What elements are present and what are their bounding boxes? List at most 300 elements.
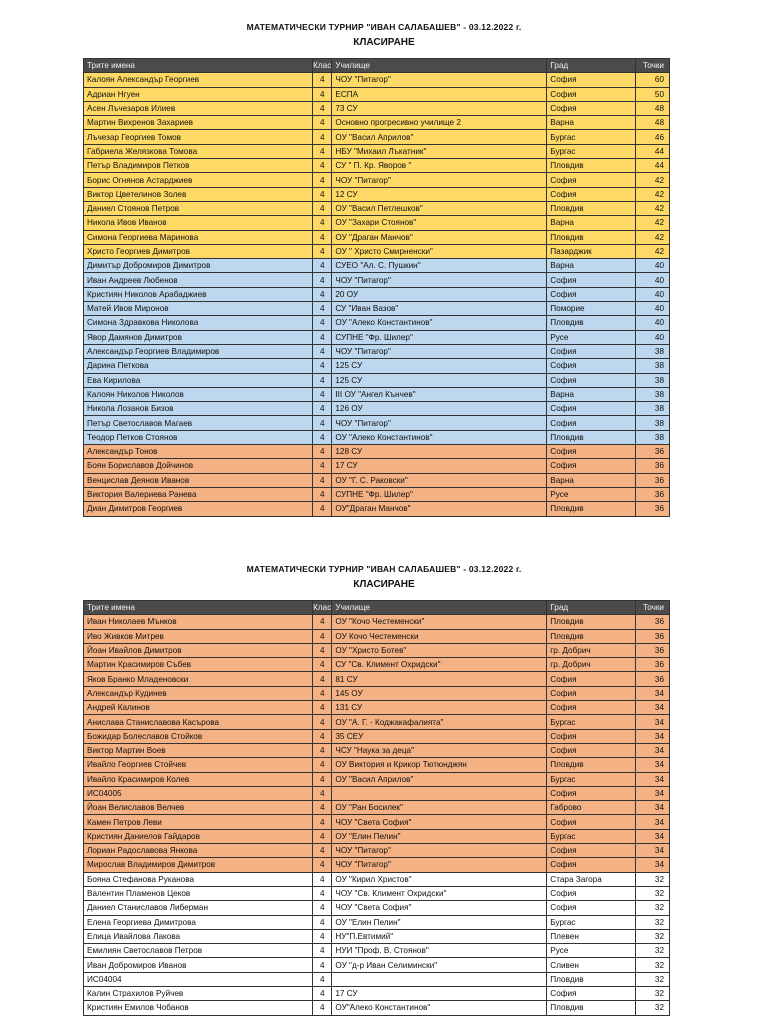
cell-school: ЧОУ "Питагор" bbox=[332, 416, 547, 430]
cell-points: 38 bbox=[635, 359, 670, 373]
cell-school: ОУ Виктория и Крикор Тютюнджян bbox=[332, 758, 547, 772]
cell-school: 73 СУ bbox=[332, 101, 547, 115]
cell-city: София bbox=[547, 459, 635, 473]
cell-class: 4 bbox=[313, 929, 332, 943]
cell-city: Пловдив bbox=[547, 430, 635, 444]
cell-name: Анислава Станиславова Касърова bbox=[84, 715, 313, 729]
cell-school: ОУ "д-р Иван Селимински" bbox=[332, 958, 547, 972]
cell-name: Йоан Ивайлов Димитров bbox=[84, 643, 313, 657]
cell-school: III ОУ "Ангел Кънчев" bbox=[332, 387, 547, 401]
cell-class: 4 bbox=[313, 73, 332, 87]
cell-name: Мартин Вихренов Захариев bbox=[84, 116, 313, 130]
cell-school: ОУ "Драган Манчов" bbox=[332, 230, 547, 244]
cell-points: 34 bbox=[635, 758, 670, 772]
table-row bbox=[84, 886, 670, 900]
cell-city: Русе bbox=[547, 487, 635, 501]
cell-name: Елица Ивайлова Лакова bbox=[84, 929, 313, 943]
cell-city: София bbox=[547, 686, 635, 700]
cell-school: ОУ "Захари Стоянов" bbox=[332, 216, 547, 230]
cell-name: Димитър Добромиров Димитров bbox=[84, 259, 313, 273]
table-row bbox=[84, 230, 670, 244]
table-row bbox=[84, 387, 670, 401]
cell-points: 42 bbox=[635, 187, 670, 201]
cell-points: 34 bbox=[635, 786, 670, 800]
cell-city: Пазарджик bbox=[547, 244, 635, 258]
cell-name: Александър Тонов bbox=[84, 445, 313, 459]
cell-points: 36 bbox=[635, 643, 670, 657]
header-name: Трите имена bbox=[84, 601, 313, 615]
cell-school: ОУ "Христо Ботев" bbox=[332, 643, 547, 657]
cell-school: СУЕО "Ал. С. Пушкин" bbox=[332, 259, 547, 273]
cell-class: 4 bbox=[313, 844, 332, 858]
table-row bbox=[84, 944, 670, 958]
cell-city: Пловдив bbox=[547, 758, 635, 772]
cell-school: СУ "Св. Климент Охридски" bbox=[332, 658, 547, 672]
cell-name: Калоян Александър Георгиев bbox=[84, 73, 313, 87]
cell-city: Бургас bbox=[547, 130, 635, 144]
table-row bbox=[84, 487, 670, 501]
header-class: Клас bbox=[313, 601, 332, 615]
cell-name: Христо Георгиев Димитров bbox=[84, 244, 313, 258]
table-row bbox=[84, 259, 670, 273]
header-school: Училище bbox=[332, 59, 547, 73]
cell-city: Габрово bbox=[547, 801, 635, 815]
cell-class: 4 bbox=[313, 829, 332, 843]
cell-school: ОУ "Васил Априлов" bbox=[332, 130, 547, 144]
table-row bbox=[84, 201, 670, 215]
cell-city: София bbox=[547, 445, 635, 459]
cell-class: 4 bbox=[313, 230, 332, 244]
cell-city: София bbox=[547, 402, 635, 416]
table-row bbox=[84, 216, 670, 230]
cell-points: 50 bbox=[635, 87, 670, 101]
table-row bbox=[84, 130, 670, 144]
header-name: Трите имена bbox=[84, 59, 313, 73]
table-row bbox=[84, 844, 670, 858]
cell-school: ЧОУ "Св. Климент Охридски" bbox=[332, 886, 547, 900]
cell-name: Петър Светославов Магаев bbox=[84, 416, 313, 430]
table-row bbox=[84, 786, 670, 800]
cell-city: Сливен bbox=[547, 958, 635, 972]
table-row bbox=[84, 144, 670, 158]
cell-city: Бургас bbox=[547, 144, 635, 158]
cell-city: Пловдив bbox=[547, 972, 635, 986]
cell-city: Пловдив bbox=[547, 230, 635, 244]
table-row bbox=[84, 302, 670, 316]
cell-class: 4 bbox=[313, 615, 332, 629]
cell-school: ОУ "Алеко Константинов" bbox=[332, 430, 547, 444]
cell-school: 35 СЕУ bbox=[332, 729, 547, 743]
cell-school: ОУ "Алеко Константинов" bbox=[332, 316, 547, 330]
cell-city: Русе bbox=[547, 944, 635, 958]
cell-name: Никола Лозанов Бизов bbox=[84, 402, 313, 416]
table-row bbox=[84, 658, 670, 672]
cell-points: 34 bbox=[635, 729, 670, 743]
cell-school: ЧОУ "Питагор" bbox=[332, 344, 547, 358]
cell-city: Пловдив bbox=[547, 615, 635, 629]
cell-points: 34 bbox=[635, 701, 670, 715]
table-row bbox=[84, 459, 670, 473]
cell-class: 4 bbox=[313, 772, 332, 786]
cell-school bbox=[332, 972, 547, 986]
cell-class: 4 bbox=[313, 144, 332, 158]
cell-city: София bbox=[547, 273, 635, 287]
table-row bbox=[84, 815, 670, 829]
table-row bbox=[84, 473, 670, 487]
cell-name: Боян Бориславов Дойчинов bbox=[84, 459, 313, 473]
cell-name: Иван Андреев Любенов bbox=[84, 273, 313, 287]
cell-city: София bbox=[547, 287, 635, 301]
cell-city: Варна bbox=[547, 473, 635, 487]
cell-points: 34 bbox=[635, 686, 670, 700]
cell-name: Божидар Болеславов Стойков bbox=[84, 729, 313, 743]
cell-name: Мартин Красимиров Събев bbox=[84, 658, 313, 672]
cell-school: ОУ Кочо Честеменски bbox=[332, 629, 547, 643]
cell-school: 128 СУ bbox=[332, 445, 547, 459]
cell-city: София bbox=[547, 743, 635, 757]
cell-city: София bbox=[547, 87, 635, 101]
cell-class: 4 bbox=[313, 130, 332, 144]
cell-name: Никола Ивов Иванов bbox=[84, 216, 313, 230]
cell-city: София bbox=[547, 786, 635, 800]
cell-city: гр. Добрич bbox=[547, 643, 635, 657]
cell-city: Варна bbox=[547, 116, 635, 130]
header-city: Град bbox=[547, 601, 635, 615]
cell-class: 4 bbox=[313, 344, 332, 358]
cell-points: 34 bbox=[635, 743, 670, 757]
cell-class: 4 bbox=[313, 658, 332, 672]
cell-school: ОУ "Г. С. Раковски" bbox=[332, 473, 547, 487]
cell-points: 40 bbox=[635, 287, 670, 301]
table-row bbox=[84, 344, 670, 358]
cell-class: 4 bbox=[313, 801, 332, 815]
table-row bbox=[84, 1001, 670, 1015]
cell-name: Даниел Стоянов Петров bbox=[84, 201, 313, 215]
cell-city: Русе bbox=[547, 330, 635, 344]
cell-school: 131 СУ bbox=[332, 701, 547, 715]
cell-class: 4 bbox=[313, 729, 332, 743]
cell-school: ОУ "А. Г. - Коджакафалията" bbox=[332, 715, 547, 729]
cell-name: Калоян Николов Николов bbox=[84, 387, 313, 401]
cell-name: Адриан Нгуен bbox=[84, 87, 313, 101]
table-row bbox=[84, 987, 670, 1001]
table-row bbox=[84, 359, 670, 373]
cell-class: 4 bbox=[313, 958, 332, 972]
cell-name: Елена Георгиева Димитрова bbox=[84, 915, 313, 929]
cell-name: Ивайло Георгиев Стойчев bbox=[84, 758, 313, 772]
cell-name: Бояна Стефанова Руканова bbox=[84, 872, 313, 886]
cell-class: 4 bbox=[313, 244, 332, 258]
cell-name: Лъчезар Георгиев Томов bbox=[84, 130, 313, 144]
cell-school: НУ"П.Евтимий" bbox=[332, 929, 547, 943]
cell-points: 36 bbox=[635, 658, 670, 672]
cell-points: 34 bbox=[635, 815, 670, 829]
cell-school: ОУ "Елин Пелин" bbox=[332, 915, 547, 929]
cell-class: 4 bbox=[313, 416, 332, 430]
cell-class: 4 bbox=[313, 259, 332, 273]
cell-name: ИС04005 bbox=[84, 786, 313, 800]
cell-points: 46 bbox=[635, 130, 670, 144]
cell-class: 4 bbox=[313, 643, 332, 657]
cell-class: 4 bbox=[313, 316, 332, 330]
cell-name: Виктор Цветелинов Золев bbox=[84, 187, 313, 201]
cell-city: София bbox=[547, 187, 635, 201]
ranking-subtitle: КЛАСИРАНЕ bbox=[353, 37, 415, 48]
cell-points: 38 bbox=[635, 430, 670, 444]
cell-school: ОУ"Драган Манчов" bbox=[332, 502, 547, 516]
cell-school: ОУ "Кирил Христов" bbox=[332, 872, 547, 886]
table-row bbox=[84, 772, 670, 786]
cell-class: 4 bbox=[313, 330, 332, 344]
cell-class: 4 bbox=[313, 302, 332, 316]
table-row bbox=[84, 715, 670, 729]
cell-class: 4 bbox=[313, 273, 332, 287]
cell-school bbox=[332, 786, 547, 800]
cell-name: Петър Владимиров Петков bbox=[84, 159, 313, 173]
cell-school: ОУ " Христо Смирненски" bbox=[332, 244, 547, 258]
table-row bbox=[84, 743, 670, 757]
cell-city: София bbox=[547, 173, 635, 187]
cell-name: Кристиян Емилов Чобанов bbox=[84, 1001, 313, 1015]
cell-points: 34 bbox=[635, 772, 670, 786]
cell-points: 32 bbox=[635, 1001, 670, 1015]
cell-name: Венцислав Деянов Иванов bbox=[84, 473, 313, 487]
cell-name: Кристиян Николов Арабаджиев bbox=[84, 287, 313, 301]
ranking-table bbox=[83, 600, 670, 1016]
header-row bbox=[84, 59, 670, 73]
cell-school: 125 СУ bbox=[332, 359, 547, 373]
table-row bbox=[84, 373, 670, 387]
cell-points: 36 bbox=[635, 473, 670, 487]
cell-name: Диан Димитров Георгиев bbox=[84, 502, 313, 516]
cell-city: София bbox=[547, 416, 635, 430]
cell-school: ОУ "Кочо Честеменски" bbox=[332, 615, 547, 629]
cell-school: НУИ "Проф. В. Стоянов" bbox=[332, 944, 547, 958]
cell-points: 36 bbox=[635, 445, 670, 459]
cell-class: 4 bbox=[313, 445, 332, 459]
table-row bbox=[84, 729, 670, 743]
table-row bbox=[84, 801, 670, 815]
table-row bbox=[84, 159, 670, 173]
cell-points: 32 bbox=[635, 944, 670, 958]
cell-name: Иво Живков Митрев bbox=[84, 629, 313, 643]
cell-school: ОУ "Елин Пелин" bbox=[332, 829, 547, 843]
cell-points: 32 bbox=[635, 929, 670, 943]
cell-class: 4 bbox=[313, 87, 332, 101]
cell-school: СУ " П. Кр. Яворов " bbox=[332, 159, 547, 173]
cell-points: 36 bbox=[635, 459, 670, 473]
table-row bbox=[84, 858, 670, 872]
cell-city: Пловдив bbox=[547, 629, 635, 643]
cell-school: НБУ "Михаил Лъкатник" bbox=[332, 144, 547, 158]
cell-points: 38 bbox=[635, 402, 670, 416]
table-row bbox=[84, 187, 670, 201]
cell-city: Варна bbox=[547, 216, 635, 230]
cell-name: Емилиян Светославов Петров bbox=[84, 944, 313, 958]
cell-name: Мирослав Владимиров Димитров bbox=[84, 858, 313, 872]
cell-city: Варна bbox=[547, 259, 635, 273]
cell-name: Валентин Пламенов Цеков bbox=[84, 886, 313, 900]
cell-name: Александър Георгиев Владимиров bbox=[84, 344, 313, 358]
cell-name: Александър Кудинев bbox=[84, 686, 313, 700]
ranking-table bbox=[83, 58, 670, 517]
cell-points: 36 bbox=[635, 629, 670, 643]
cell-name: Лориан Радославова Янкова bbox=[84, 844, 313, 858]
table-row bbox=[84, 402, 670, 416]
cell-city: София bbox=[547, 344, 635, 358]
cell-class: 4 bbox=[313, 858, 332, 872]
cell-points: 36 bbox=[635, 672, 670, 686]
cell-class: 4 bbox=[313, 686, 332, 700]
cell-school: 17 СУ bbox=[332, 987, 547, 1001]
cell-city: Варна bbox=[547, 387, 635, 401]
cell-school: 12 СУ bbox=[332, 187, 547, 201]
cell-class: 4 bbox=[313, 1001, 332, 1015]
cell-class: 4 bbox=[313, 373, 332, 387]
cell-class: 4 bbox=[313, 473, 332, 487]
cell-points: 42 bbox=[635, 201, 670, 215]
cell-class: 4 bbox=[313, 487, 332, 501]
cell-class: 4 bbox=[313, 402, 332, 416]
header-class: Клас bbox=[313, 59, 332, 73]
cell-name: Ева Кирилова bbox=[84, 373, 313, 387]
cell-points: 44 bbox=[635, 159, 670, 173]
cell-points: 40 bbox=[635, 259, 670, 273]
cell-name: Симона Георгиева Маринова bbox=[84, 230, 313, 244]
table-row bbox=[84, 972, 670, 986]
cell-points: 38 bbox=[635, 416, 670, 430]
cell-points: 34 bbox=[635, 829, 670, 843]
cell-points: 34 bbox=[635, 844, 670, 858]
cell-class: 4 bbox=[313, 672, 332, 686]
ranking-subtitle: КЛАСИРАНЕ bbox=[353, 579, 415, 590]
cell-class: 4 bbox=[313, 459, 332, 473]
cell-name: Калин Страхилов Руйчев bbox=[84, 987, 313, 1001]
cell-city: Стара Загора bbox=[547, 872, 635, 886]
cell-points: 32 bbox=[635, 886, 670, 900]
table-row bbox=[84, 615, 670, 629]
table-row bbox=[84, 316, 670, 330]
cell-school: ОУ "Васил Петлешков" bbox=[332, 201, 547, 215]
table-row bbox=[84, 101, 670, 115]
header-points: Точки bbox=[635, 601, 670, 615]
cell-class: 4 bbox=[313, 387, 332, 401]
cell-name: Матей Ивов Миронов bbox=[84, 302, 313, 316]
cell-school: ЧОУ "Света София" bbox=[332, 901, 547, 915]
cell-city: София bbox=[547, 672, 635, 686]
cell-city: София bbox=[547, 73, 635, 87]
cell-class: 4 bbox=[313, 116, 332, 130]
cell-school: ОУ "Ран Босилек" bbox=[332, 801, 547, 815]
cell-name: Виктория Валериева Ранева bbox=[84, 487, 313, 501]
table-row bbox=[84, 929, 670, 943]
table-row bbox=[84, 701, 670, 715]
cell-name: Камен Петров Леви bbox=[84, 815, 313, 829]
cell-school: ЧОУ "Света София" bbox=[332, 815, 547, 829]
tournament-title: МАТЕМАТИЧЕСКИ ТУРНИР "ИВАН САЛАБАШЕВ" - 03.12.2022 г. bbox=[246, 22, 522, 32]
cell-school: ЧОУ "Питагор" bbox=[332, 858, 547, 872]
cell-class: 4 bbox=[313, 987, 332, 1001]
cell-class: 4 bbox=[313, 758, 332, 772]
tournament-title: МАТЕМАТИЧЕСКИ ТУРНИР "ИВАН САЛАБАШЕВ" - 03.12.2022 г. bbox=[246, 564, 522, 574]
cell-city: София bbox=[547, 101, 635, 115]
cell-class: 4 bbox=[313, 101, 332, 115]
cell-class: 4 bbox=[313, 701, 332, 715]
cell-city: София bbox=[547, 373, 635, 387]
cell-points: 48 bbox=[635, 101, 670, 115]
cell-class: 4 bbox=[313, 915, 332, 929]
table-row bbox=[84, 445, 670, 459]
cell-class: 4 bbox=[313, 502, 332, 516]
cell-points: 32 bbox=[635, 872, 670, 886]
cell-class: 4 bbox=[313, 187, 332, 201]
cell-name: Иван Николаев Мънков bbox=[84, 615, 313, 629]
cell-points: 44 bbox=[635, 144, 670, 158]
cell-points: 36 bbox=[635, 615, 670, 629]
cell-class: 4 bbox=[313, 743, 332, 757]
cell-class: 4 bbox=[313, 715, 332, 729]
cell-points: 40 bbox=[635, 330, 670, 344]
cell-points: 40 bbox=[635, 302, 670, 316]
table-row bbox=[84, 87, 670, 101]
cell-city: София bbox=[547, 815, 635, 829]
cell-city: Плевен bbox=[547, 929, 635, 943]
cell-class: 4 bbox=[313, 901, 332, 915]
table-row bbox=[84, 244, 670, 258]
table-row bbox=[84, 686, 670, 700]
cell-city: Пловдив bbox=[547, 1001, 635, 1015]
cell-city: София bbox=[547, 844, 635, 858]
cell-city: София bbox=[547, 858, 635, 872]
table-row bbox=[84, 430, 670, 444]
cell-class: 4 bbox=[313, 886, 332, 900]
cell-name: Габриела Желязкова Томова bbox=[84, 144, 313, 158]
cell-city: Пловдив bbox=[547, 159, 635, 173]
cell-school: 125 СУ bbox=[332, 373, 547, 387]
cell-city: Бургас bbox=[547, 829, 635, 843]
table-row bbox=[84, 872, 670, 886]
table-row bbox=[84, 643, 670, 657]
cell-class: 4 bbox=[313, 972, 332, 986]
cell-class: 4 bbox=[313, 216, 332, 230]
cell-school: СУПНЕ "Фр. Шилер" bbox=[332, 487, 547, 501]
cell-school: Основно прогресивно училище 2 bbox=[332, 116, 547, 130]
cell-city: София bbox=[547, 886, 635, 900]
cell-points: 32 bbox=[635, 901, 670, 915]
cell-school: 20 ОУ bbox=[332, 287, 547, 301]
cell-points: 38 bbox=[635, 344, 670, 358]
cell-points: 38 bbox=[635, 373, 670, 387]
cell-class: 4 bbox=[313, 173, 332, 187]
cell-name: Виктор Мартин Воев bbox=[84, 743, 313, 757]
header-row bbox=[84, 601, 670, 615]
cell-class: 4 bbox=[313, 159, 332, 173]
cell-points: 32 bbox=[635, 958, 670, 972]
cell-school: ЧОУ "Питагор" bbox=[332, 73, 547, 87]
cell-class: 4 bbox=[313, 815, 332, 829]
table-row bbox=[84, 116, 670, 130]
cell-name: Иван Добромиров Иванов bbox=[84, 958, 313, 972]
cell-class: 4 bbox=[313, 201, 332, 215]
cell-class: 4 bbox=[313, 872, 332, 886]
cell-name: Явор Дамянов Димитров bbox=[84, 330, 313, 344]
cell-city: гр. Добрич bbox=[547, 658, 635, 672]
table-row bbox=[84, 273, 670, 287]
cell-city: Пловдив bbox=[547, 502, 635, 516]
cell-points: 40 bbox=[635, 316, 670, 330]
cell-city: Бургас bbox=[547, 915, 635, 929]
cell-points: 42 bbox=[635, 230, 670, 244]
